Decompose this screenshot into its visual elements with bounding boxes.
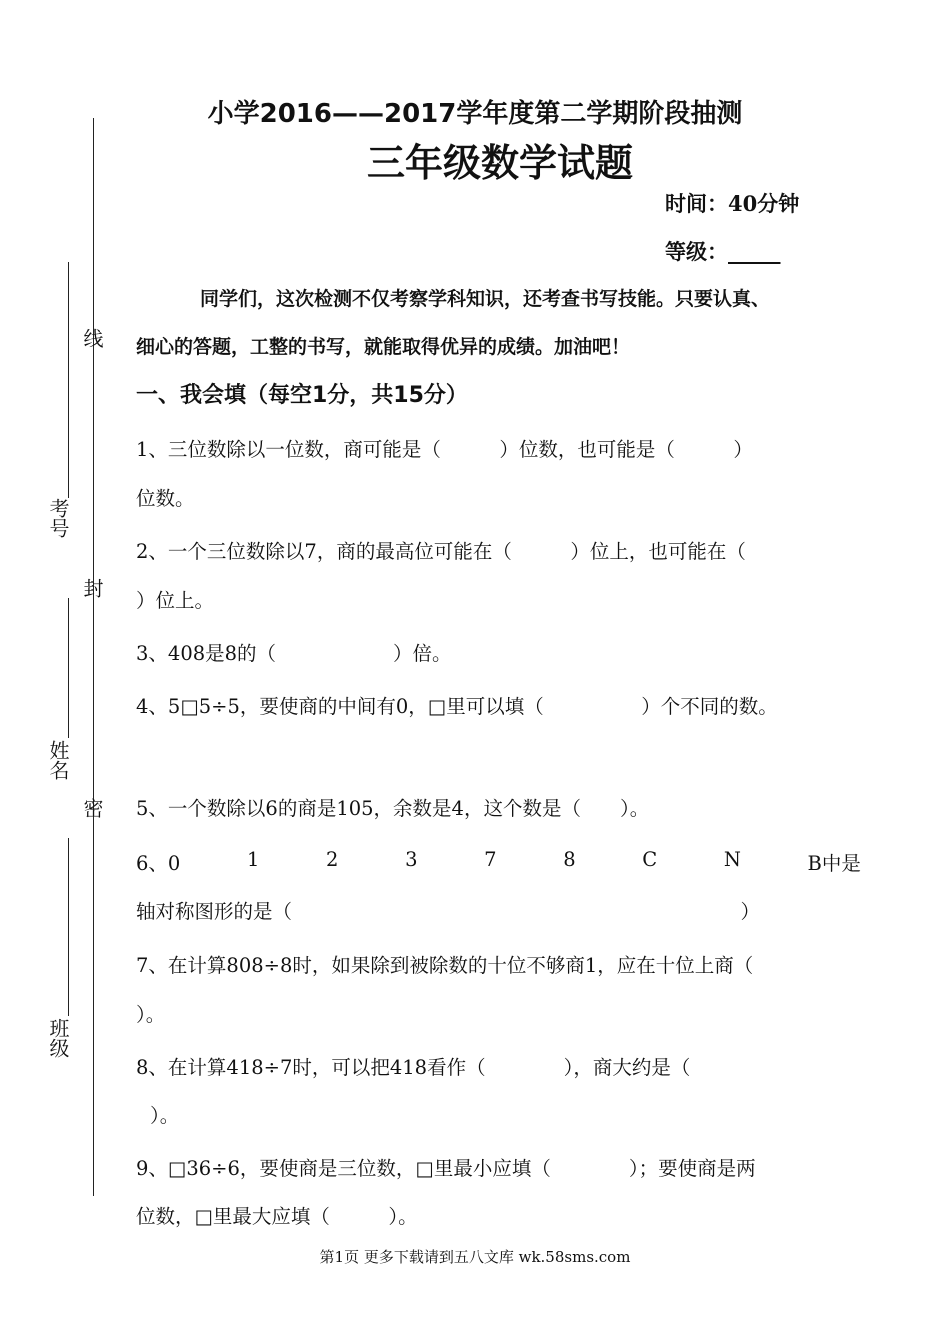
intro-line1: 同学们，这次检测不仅考察学科知识，还考查书写技能。只要认真、 xyxy=(200,288,771,310)
exam-grade: 等级：_____ xyxy=(665,239,781,264)
question-6-item: 6、0 xyxy=(136,852,181,875)
question-7-line2: ）。 xyxy=(136,1003,166,1026)
question-3: 3、408是8的（ ）倍。 xyxy=(136,642,452,665)
cut-mark-xian: 线 xyxy=(80,328,104,348)
binding-line xyxy=(93,118,94,1196)
question-6-item: 7 xyxy=(484,848,497,871)
section-heading: 一、我会填（每空1分，共15分） xyxy=(136,383,468,408)
question-1-line1: 1、三位数除以一位数，商可能是（ ）位数，也可能是（ ） xyxy=(136,438,753,461)
question-6-item: 2 xyxy=(326,848,339,871)
intro-line2: 细心的答题，工整的书写，就能取得优异的成绩。加油吧！ xyxy=(136,336,631,358)
question-6-line2: 轴对称图形的是（ ） xyxy=(136,900,761,923)
exam-title-line1: 小学2016——2017学年度第二学期阶段抽测 xyxy=(207,99,743,129)
question-6-item: 3 xyxy=(405,848,418,871)
question-6-line1 xyxy=(136,848,861,876)
question-8-line2: ）。 xyxy=(150,1104,180,1127)
exam-time: 时间：40分钟 xyxy=(665,191,800,216)
banji-blank-line xyxy=(68,838,69,1016)
cut-mark-mi: 密 xyxy=(80,798,104,818)
exam-title-line2: 三年级数学试题 xyxy=(366,141,633,185)
kaohao-blank-line xyxy=(68,262,69,498)
xingming-blank-line xyxy=(68,598,69,738)
question-4: 4、5□5÷5，要使商的中间有0，□里可以填（ ）个不同的数。 xyxy=(136,695,778,718)
question-6-item: B中是 xyxy=(807,852,861,875)
question-1-line2: 位数。 xyxy=(136,487,195,510)
question-2-line1: 2、一个三位数除以7，商的最高位可能在（ ）位上，也可能在（ xyxy=(136,540,746,563)
banji-label: 班级 xyxy=(46,1018,70,1058)
question-7-line1: 7、在计算808÷8时，如果除到被除数的十位不够商1，应在十位上商（ xyxy=(136,954,754,977)
question-2-line2: ）位上。 xyxy=(136,589,215,612)
question-5: 5、一个数除以6的商是105，余数是4，这个数是（ ）。 xyxy=(136,797,650,820)
question-9-line1: 9、□36÷6，要使商是三位数，□里最小应填（ ）；要使商是两 xyxy=(136,1157,756,1180)
question-6-item: 1 xyxy=(246,848,260,871)
kaohao-label: 考号 xyxy=(46,498,70,538)
question-6-item: N xyxy=(723,848,741,871)
question-8-line1: 8、在计算418÷7时，可以把418看作（ ），商大约是（ xyxy=(136,1056,691,1079)
cut-mark-feng: 封 xyxy=(80,578,104,598)
question-6-item: 8 xyxy=(563,848,576,871)
question-9-line2: 位数，□里最大应填（ ）。 xyxy=(136,1205,418,1228)
page-footer: 第1页 更多下载请到五八文库 wk.58sms.com xyxy=(319,1248,631,1266)
xingming-label: 姓名 xyxy=(46,740,70,780)
question-6-item: C xyxy=(642,848,658,871)
